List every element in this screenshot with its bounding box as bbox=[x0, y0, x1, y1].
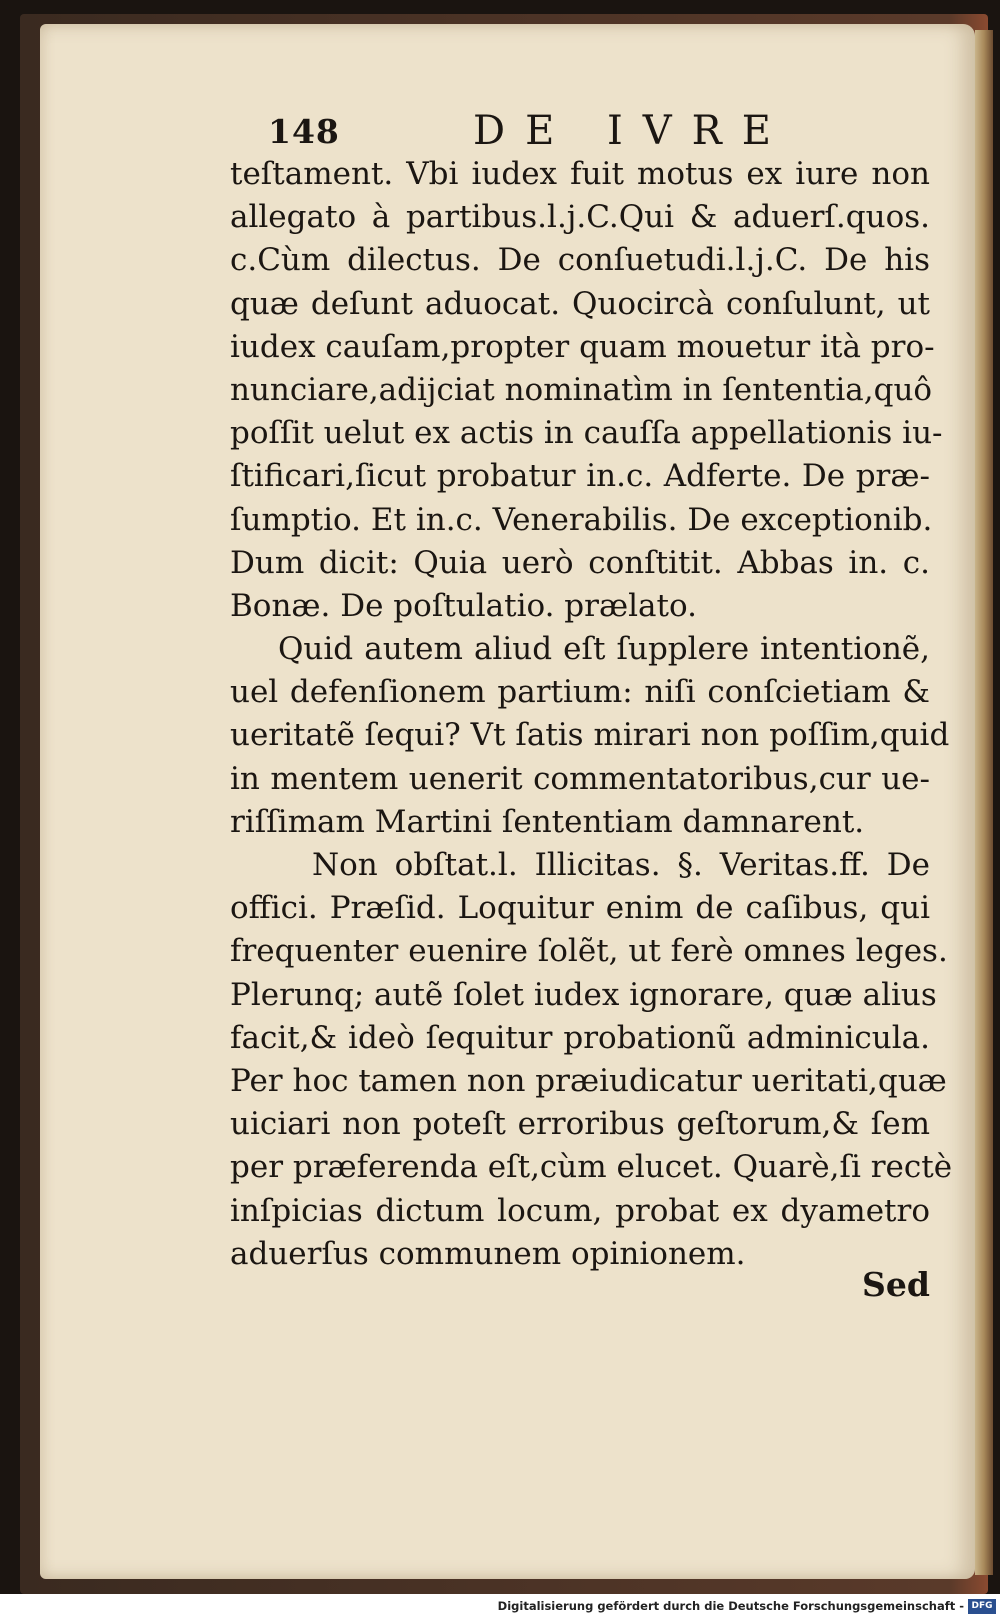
text-line: facit,& ideò ſequitur probationũ adminicula. bbox=[230, 1019, 930, 1056]
text-line: nunciare,adijciat nominatìm in ſententia,quô bbox=[230, 371, 933, 408]
page-number: 148 bbox=[268, 112, 340, 151]
text-line: teſtament. Vbi iudex fuit motus ex iure non bbox=[230, 156, 930, 192]
text-line: per præferenda eſt,cùm elucet. Quarè,ſi rectè bbox=[230, 1149, 953, 1186]
funding-credit: Digitalisierung gefördert durch die Deutsche Forschungsgemeinschaft - bbox=[497, 1599, 964, 1613]
running-head bbox=[268, 108, 808, 158]
text-line: offici. Præſid. Loquitur enim de caſibus, qui bbox=[230, 890, 930, 927]
text-line: riſſimam Martini ſententiam damnarent. bbox=[230, 803, 865, 840]
body-text bbox=[230, 153, 953, 1276]
text-line: frequenter euenire ſolẽt, ut ferè omnes leges. bbox=[230, 933, 948, 970]
text-line: Non obſtat.l. Illicitas. §. Veritas.ff. De bbox=[312, 847, 930, 883]
text-line: c.Cùm dilectus. De conſuetudi.l.j.C. De his bbox=[230, 242, 930, 279]
running-title: DE IVRE bbox=[473, 108, 791, 154]
text-line: aduerſus communem opinionem. bbox=[230, 1235, 746, 1272]
text-line: quæ deſunt aduocat. Quocircà conſulunt, ut bbox=[230, 285, 930, 322]
digitization-footer bbox=[0, 1594, 1000, 1622]
text-line: ueritatẽ ſequi? Vt ſatis mirari non poſſim,quid bbox=[230, 717, 950, 754]
page-fore-edge bbox=[975, 30, 993, 1575]
text-line: Per hoc tamen non præiudicatur ueritati,quæ bbox=[230, 1062, 947, 1099]
text-line: ſtificari,ſicut probatur in.c. Adferte. De præ- bbox=[230, 458, 930, 495]
text-line: Bonæ. De poſtulatio. prælato. bbox=[230, 587, 697, 624]
text-line: in mentem uenerit commentatoribus,cur ue- bbox=[230, 760, 930, 797]
text-line: allegato à partibus.l.j.C.Qui & aduerſ.quos. bbox=[230, 199, 930, 236]
text-line: inſpicias dictum locum, probat ex dyametro bbox=[230, 1192, 930, 1229]
text-line: Plerunq; autẽ ſolet iudex ignorare, quæ alius bbox=[230, 976, 937, 1013]
text-line: ſumptio. Et in.c. Venerabilis. De exceptionib. bbox=[230, 501, 933, 538]
catchword: Sed bbox=[862, 1265, 930, 1304]
text-line: uel defenſionem partium: niſi conſcietiam & bbox=[230, 674, 930, 711]
dfg-logo: DFG bbox=[968, 1599, 996, 1614]
text-line: iudex cauſam,propter quam mouetur ità pro- bbox=[230, 328, 935, 365]
text-line: Dum dicit: Quia uerò conſtitit. Abbas in. c. bbox=[230, 544, 930, 581]
text-line: poſſit uelut ex actis in cauſſa appellationis iu- bbox=[230, 415, 943, 452]
text-line: Quid autem aliud eſt ſupplere intentionẽ, bbox=[278, 631, 930, 668]
text-line: uiciari non poteſt erroribus geſtorum,& ſem bbox=[230, 1106, 930, 1143]
